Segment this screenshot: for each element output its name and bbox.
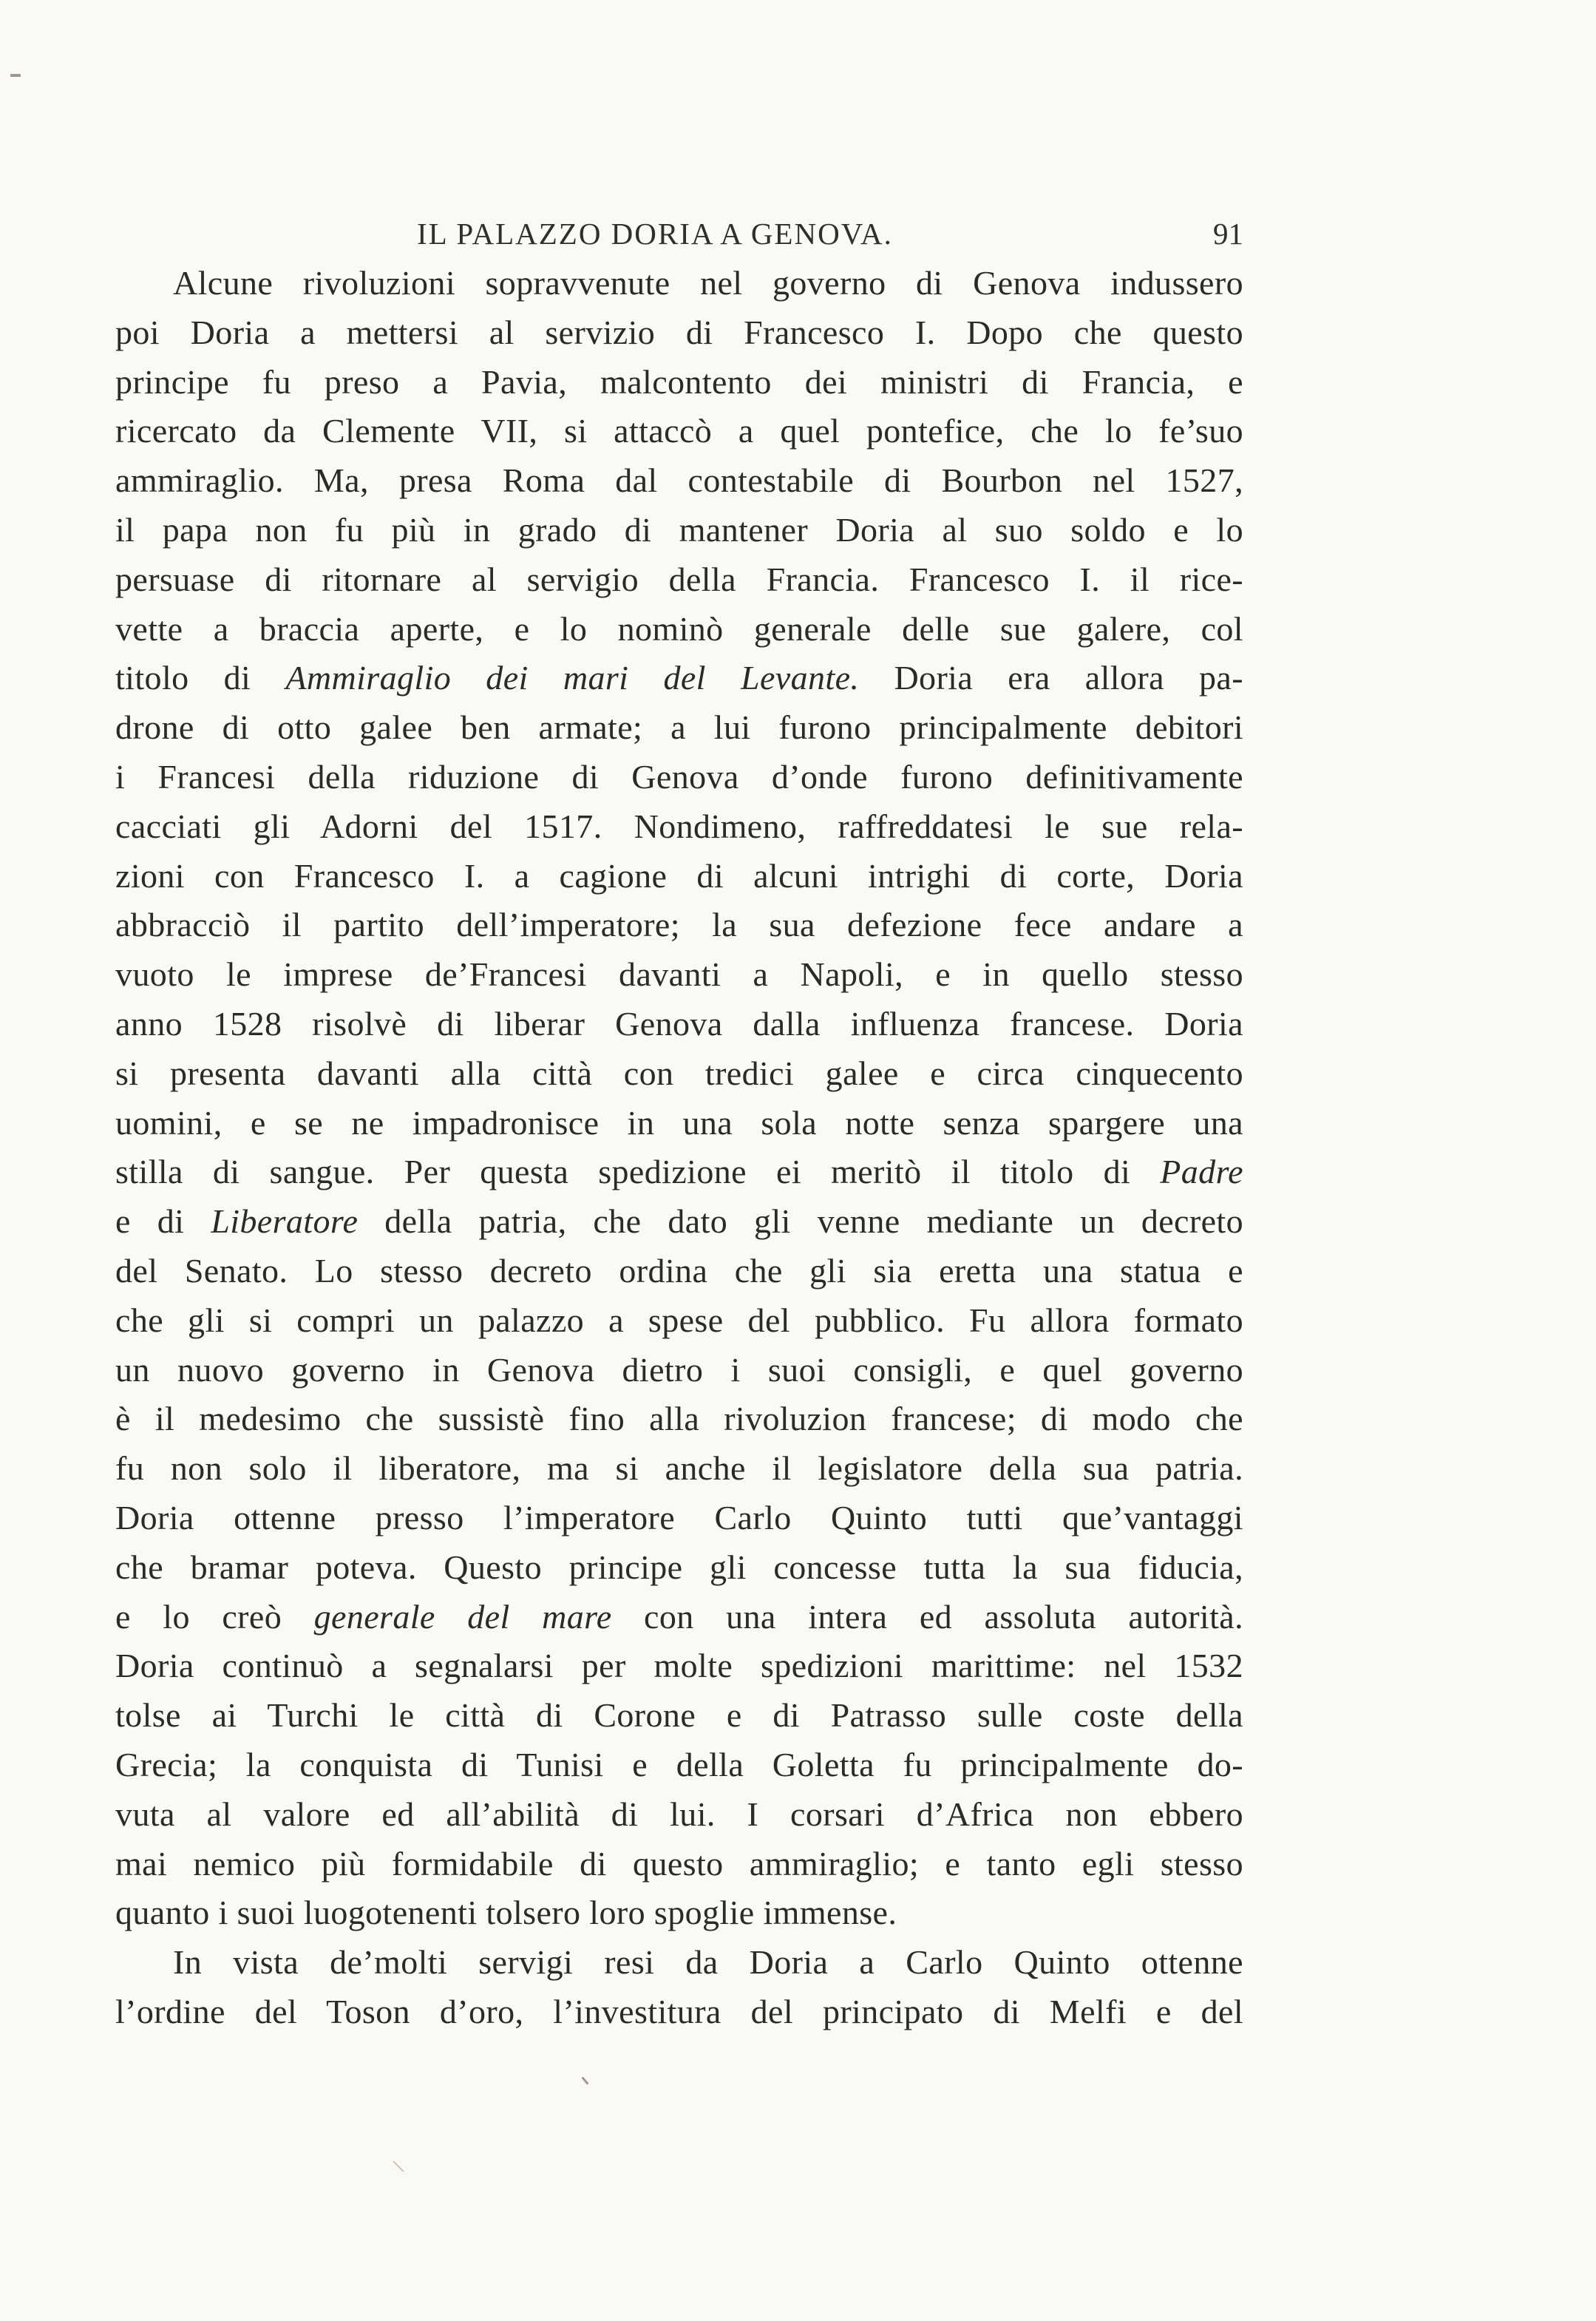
paper-speck <box>10 74 21 77</box>
paper-speck <box>393 2161 404 2172</box>
text-line: persuase di ritornare al servigio della Francia. Francesco I. il rice- <box>115 560 1243 598</box>
text-line: Doria ottenne presso l’imperatore Carlo Quinto tutti que’vantaggi <box>115 1498 1243 1536</box>
text-run: della patria, che dato gli venne mediante un decreto <box>384 1202 1243 1241</box>
running-title: IL PALAZZO DORIA A GENOVA. <box>417 217 893 251</box>
italic-title-liberatore: Liberatore <box>211 1202 359 1241</box>
text-line: uomini, e se ne impadronisce in una sola notte senza spargere una <box>115 1103 1243 1142</box>
text-line: ricercato da Clemente VII, si attaccò a quel pontefice, che lo fe’suo <box>115 412 1243 450</box>
paragraph-1 <box>115 259 1243 1938</box>
text-line: è il medesimo che sussistè fino alla rivoluzion francese; di modo che <box>115 1400 1243 1438</box>
text-line: un nuovo governo in Genova dietro i suoi consigli, e quel governo <box>115 1350 1243 1389</box>
text-line <box>115 1197 1243 1247</box>
text-run: titolo di <box>115 659 251 697</box>
paper-speck <box>581 2076 588 2084</box>
text-line: poi Doria a mettersi al servizio di Francesco I. Dopo che questo <box>115 313 1243 351</box>
text-run: e lo creò <box>115 1597 282 1636</box>
text-line: quanto i suoi luogotenenti tolsero loro spoglie immense. <box>115 1894 897 1932</box>
text-line: mai nemico più formidabile di questo ammiraglio; e tanto egli stesso <box>115 1844 1243 1883</box>
paragraph-2 <box>115 1938 1243 2037</box>
italic-title-padre: Padre <box>1160 1153 1243 1191</box>
text-run: Doria era allora pa- <box>894 659 1243 697</box>
text-line: si presenta davanti alla città con tredici galee e circa cinquecento <box>115 1054 1243 1092</box>
text-line: il papa non fu più in grado di mantener Doria al suo soldo e lo <box>115 510 1243 549</box>
page-header <box>408 216 1243 260</box>
text-line: ammiraglio. Ma, presa Roma dal contestabile di Bourbon nel 1527, <box>115 461 1243 500</box>
text-line: i Francesi della riduzione di Genova d’onde furono definitivamente <box>115 757 1243 796</box>
italic-title-generale: generale del mare <box>313 1597 612 1636</box>
text-line: vuta al valore ed all’abilità di lui. I corsari d’Africa non ebbero <box>115 1795 1243 1833</box>
text-run: stilla di sangue. Per questa spedizione ei meritò il titolo di <box>115 1153 1131 1191</box>
text-line: drone di otto galee ben armate; a lui furono principalmente debitori <box>115 708 1243 747</box>
text-line: che bramar poteva. Questo principe gli concesse tutta la sua fiducia, <box>115 1548 1243 1586</box>
text-line <box>115 1148 1243 1197</box>
text-line: del Senato. Lo stesso decreto ordina che gli sia eretta una statua e <box>115 1251 1243 1290</box>
text-line: vuoto le imprese de’Francesi davanti a Napoli, e in quello stesso <box>115 955 1243 994</box>
text-line <box>115 654 1243 703</box>
text-line: fu non solo il liberatore, ma si anche il legislatore della sua patria. <box>115 1449 1243 1488</box>
text-line: Alcune rivoluzioni sopravvenute nel governo di Genova indussero <box>173 264 1243 302</box>
italic-title-ammiraglio: Ammiraglio dei mari del Levante. <box>285 659 860 697</box>
text-line: Doria continuò a segnalarsi per molte spedizioni marittime: nel 1532 <box>115 1647 1243 1685</box>
text-line: principe fu preso a Pavia, malcontento dei ministri di Francia, e <box>115 362 1243 401</box>
text-run: e di <box>115 1202 185 1241</box>
text-line: tolse ai Turchi le città di Corone e di Patrasso sulle coste della <box>115 1696 1243 1735</box>
text-line: cacciati gli Adorni del 1517. Nondimeno, raffreddatesi le sue rela- <box>115 807 1243 845</box>
text-line <box>115 1593 1243 1642</box>
text-line: zioni con Francesco I. a cagione di alcuni intrighi di corte, Doria <box>115 856 1243 895</box>
text-line: In vista de’molti servigi resi da Doria a Carlo Quinto ottenne <box>173 1943 1243 1982</box>
text-line: anno 1528 risolvè di liberar Genova dalla influenza francese. Doria <box>115 1004 1243 1043</box>
text-line: vette a braccia aperte, e lo nominò generale delle sue galere, col <box>115 609 1243 648</box>
text-line: che gli si compri un palazzo a spese del pubblico. Fu allora formato <box>115 1301 1243 1339</box>
page-number: 91 <box>1213 217 1243 251</box>
text-line: Grecia; la conquista di Tunisi e della Goletta fu principalmente do- <box>115 1745 1243 1783</box>
text-run: con una intera ed assoluta autorità. <box>644 1597 1243 1636</box>
text-line: abbracciò il partito dell’imperatore; la sua defezione fece andare a <box>115 906 1243 944</box>
text-line: l’ordine del Toson d’oro, l’investitura del principato di Melfi e del <box>115 1992 1243 2030</box>
body-text <box>115 259 1243 2037</box>
